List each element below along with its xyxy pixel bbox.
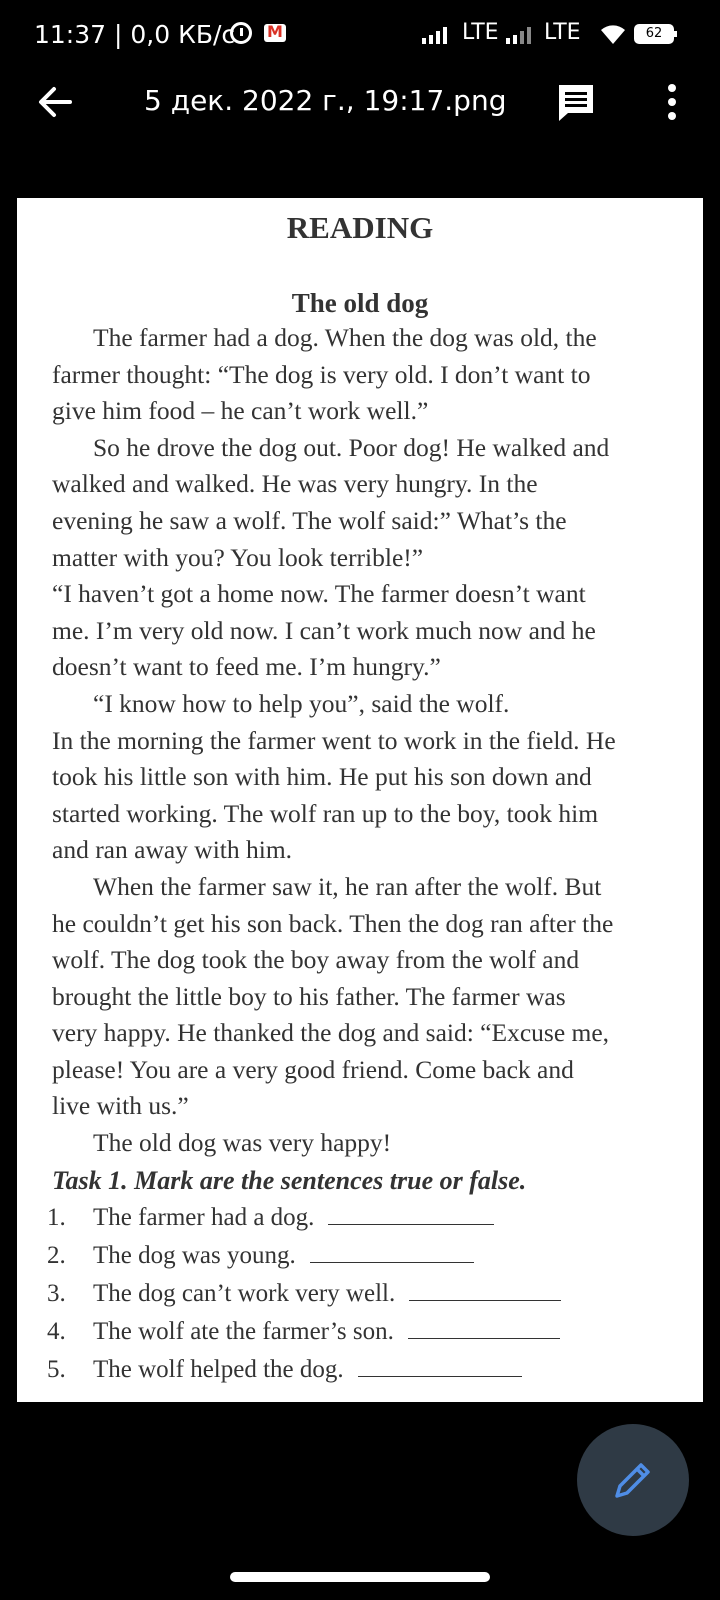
task-sentence: The wolf helped the dog. (93, 1356, 344, 1383)
story-line: “I haven’t got a home now. The farmer doesn’t want (52, 579, 586, 609)
story-line: took his little son with him. He put his son down and (52, 762, 592, 792)
story-line: So he drove the dog out. Poor dog! He walked and (93, 432, 610, 462)
story-line: started working. The wolf ran up to the boy, took him (52, 798, 599, 828)
story-line: very happy. He thanked the dog and said: “Excuse me, (52, 1018, 610, 1048)
story-line: evening he saw a wolf. The wolf said:” What’s the (52, 505, 567, 535)
task-sentence: The wolf ate the farmer’s son. (93, 1318, 394, 1345)
story-line: live with us.” (52, 1091, 189, 1121)
story-title: The old dog (291, 288, 429, 318)
task-title: Task 1. Mark are the sentences true or false. (52, 1166, 527, 1195)
gmail-icon: M (264, 24, 286, 42)
task-number: 2. (47, 1242, 66, 1269)
task-item (47, 1242, 697, 1280)
task-sentence: The farmer had a dog. (93, 1204, 315, 1231)
app-bar (0, 70, 720, 198)
task-item (47, 1280, 697, 1318)
task-item (47, 1204, 697, 1242)
document-image[interactable] (17, 198, 703, 1402)
story-line: In the morning the farmer went to work in the field. He (52, 725, 616, 755)
network-type-2: LTE (544, 20, 581, 45)
task-list (47, 1204, 697, 1394)
story-line: brought the little boy to his father. The farmer was (52, 981, 566, 1011)
story-line: walked and walked. He was very hungry. In the (52, 469, 538, 499)
status-bar (0, 0, 720, 70)
task-number: 5. (47, 1356, 66, 1383)
story-line: The old dog was very happy! (93, 1128, 392, 1158)
info-icon[interactable] (554, 80, 598, 124)
task-sentence: The dog was young. (93, 1242, 296, 1269)
home-indicator[interactable] (230, 1572, 490, 1582)
task-number: 3. (47, 1280, 66, 1307)
story-line: When the farmer saw it, he ran after the wolf. But (93, 871, 602, 901)
network-type-1: LTE (462, 20, 499, 45)
alarm-icon (230, 22, 252, 44)
story-line: he couldn’t get his son back. Then the dog ran after the (52, 908, 614, 938)
story-line: farmer thought: “The dog is very old. I don’t want to (52, 359, 591, 389)
story-line: “I know how to help you”, said the wolf. (93, 688, 510, 718)
signal-icon-2 (506, 26, 531, 44)
story-line: please! You are a very good friend. Come back and (52, 1054, 574, 1084)
file-title: 5 дек. 2022 г., 19:17.png (144, 84, 507, 117)
task-item (47, 1318, 697, 1356)
signal-icon (422, 26, 447, 44)
story-text (52, 320, 692, 1162)
task-item (47, 1356, 697, 1394)
more-vert-icon[interactable] (652, 80, 692, 124)
story-line: doesn’t want to feed me. I’m hungry.” (52, 652, 441, 682)
wifi-icon (600, 22, 626, 46)
edit-button[interactable] (577, 1424, 689, 1536)
story-line: give him food – he can’t work well.” (52, 396, 429, 426)
answer-blank (408, 1320, 560, 1339)
task-sentence: The dog can’t work very well. (93, 1280, 396, 1307)
answer-blank (328, 1206, 494, 1225)
answer-blank (310, 1244, 474, 1263)
story-line: me. I’m very old now. I can’t work much now and he (52, 615, 596, 645)
story-line: The farmer had a dog. When the dog was old, the (93, 323, 597, 352)
battery-level: 62 (636, 26, 672, 42)
answer-blank (409, 1282, 561, 1301)
battery-icon (634, 24, 674, 44)
doc-heading: READING (286, 210, 434, 245)
back-arrow-icon[interactable] (34, 80, 78, 124)
story-line: wolf. The dog took the boy away from the wolf and (52, 945, 580, 975)
status-time: 11:37 | 0,0 КБ/с (34, 20, 236, 49)
answer-blank (358, 1358, 522, 1377)
task-number: 4. (47, 1318, 66, 1345)
edit-pencil-icon (611, 1458, 655, 1502)
task-number: 1. (47, 1204, 66, 1231)
story-line: matter with you? You look terrible!” (52, 542, 424, 572)
story-line: and ran away with him. (52, 835, 293, 865)
